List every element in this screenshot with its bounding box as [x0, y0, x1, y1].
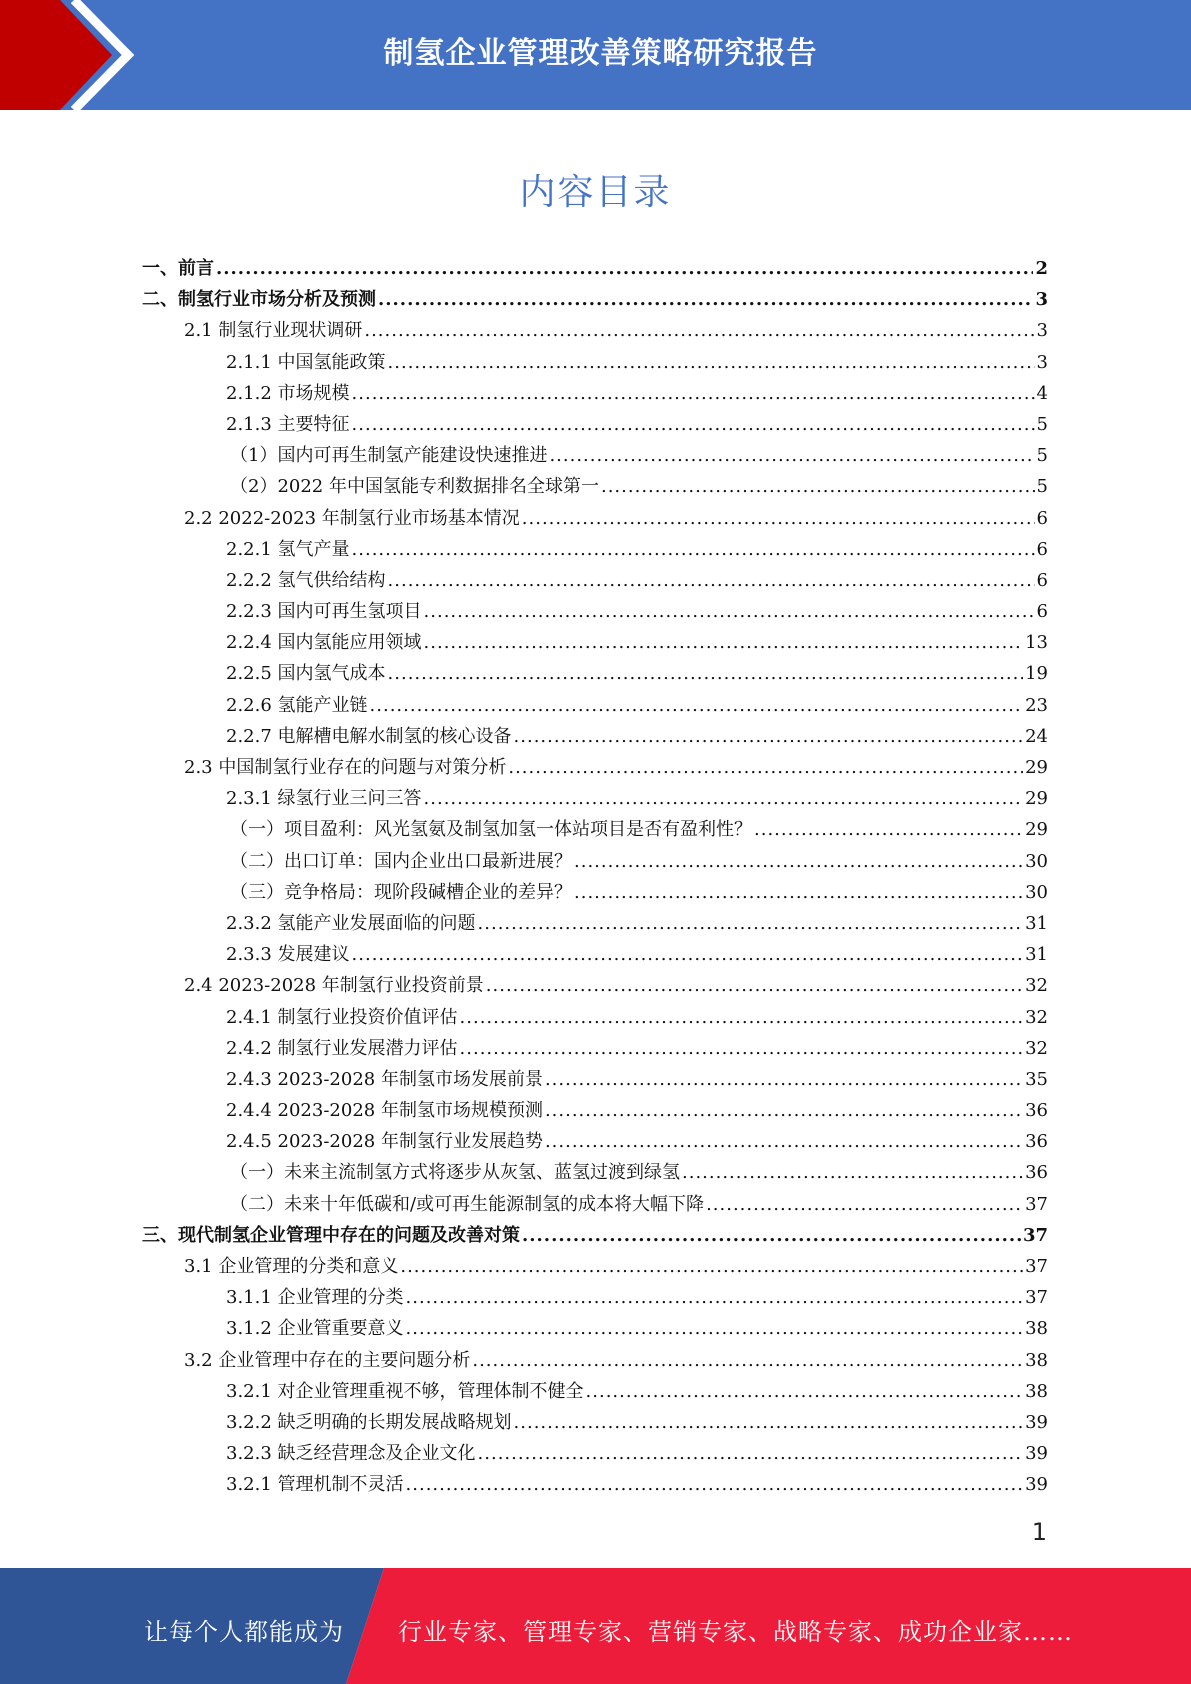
toc-entry-title: 3.2 企业管理中存在的主要问题分析 [184, 1349, 471, 1371]
toc-entry-title: 2.2.3 国内可再生氢项目 [226, 601, 422, 623]
toc-entry-title: 2.4.2 制氢行业发展潜力评估 [226, 1037, 458, 1059]
toc-leader-dots [216, 258, 1033, 279]
toc-entry[interactable] [142, 441, 1048, 472]
toc-leader-dots [545, 1069, 1023, 1090]
toc-entry-title: （2）2022 年中国氢能专利数据排名全球第一 [230, 476, 599, 498]
toc-entry[interactable] [142, 940, 1048, 971]
toc-entry[interactable] [142, 1470, 1048, 1501]
toc-leader-dots [460, 1038, 1024, 1059]
page-footer [0, 1568, 1191, 1684]
toc-leader-dots [486, 975, 1023, 996]
toc-entry-title: 3.1 企业管理的分类和意义 [184, 1256, 399, 1277]
toc-entry[interactable] [142, 878, 1048, 909]
toc-entry[interactable] [142, 722, 1048, 753]
toc-entry-title: 2.2.2 氢气供给结构 [226, 569, 386, 591]
toc-leader-dots [472, 1350, 1023, 1371]
toc-leader-dots [378, 289, 1033, 310]
toc-leader-dots [514, 726, 1024, 747]
toc-entry-title: 3.2.2 缺乏明确的长期发展战略规划 [226, 1411, 512, 1433]
toc-entry[interactable] [142, 784, 1048, 815]
toc-entry[interactable] [142, 691, 1048, 722]
toc-entry[interactable] [142, 1158, 1048, 1189]
toc-entry-page: 36 [1025, 1131, 1048, 1153]
toc-leader-dots [364, 320, 1034, 341]
toc-entry-page: 38 [1025, 1380, 1048, 1402]
toc-entry-page: 37 [1025, 1256, 1048, 1277]
toc-leader-dots [352, 383, 1035, 404]
page-number: 1 [1031, 1518, 1047, 1546]
toc-entry-page: 32 [1025, 1006, 1048, 1028]
toc-leader-dots [478, 1443, 1024, 1464]
toc-leader-dots [754, 819, 1023, 840]
toc-entry-page: 5 [1036, 445, 1048, 467]
toc-leader-dots [574, 851, 1023, 872]
toc-entry-title: 三、现代制氢企业管理中存在的问题及改善对策 [142, 1224, 520, 1246]
page-header [0, 0, 1191, 110]
toc-entry-page: 39 [1025, 1411, 1048, 1433]
toc-entry-title: 2.1.1 中国氢能政策 [226, 351, 386, 373]
toc-entry-title: 2.1.2 市场规模 [226, 382, 350, 404]
toc-entry[interactable] [142, 316, 1048, 347]
toc-entry[interactable] [142, 1408, 1048, 1439]
toc-entry-page: 6 [1036, 601, 1048, 623]
toc-leader-dots [406, 1318, 1024, 1339]
toc-entry-title: 2.4.1 制氢行业投资价值评估 [226, 1006, 458, 1028]
footer-slogan-left: 让每个人都能成为 [144, 1618, 344, 1646]
toc-entry-title: 2.4 2023-2028 年制氢行业投资前景 [184, 975, 484, 997]
toc-entry-title: 2.3.3 发展建议 [226, 944, 350, 966]
toc-entry-page: 2 [1035, 258, 1048, 279]
toc-entry-title: 2.4.3 2023-2028 年制氢市场发展前景 [226, 1068, 543, 1090]
toc-entry-title: 3.1.2 企业管重要意义 [226, 1318, 404, 1340]
toc-entry[interactable] [142, 1065, 1048, 1096]
toc-leader-dots [388, 570, 1035, 591]
toc-entry-title: 2.2.6 氢能产业链 [226, 694, 368, 716]
toc-leader-dots [460, 1007, 1024, 1028]
toc-entry-page: 24 [1025, 725, 1048, 747]
toc-leader-dots [424, 601, 1035, 622]
toc-entry-page: 37 [1025, 1193, 1048, 1215]
toc-entry-page: 35 [1025, 1068, 1048, 1090]
toc-leader-dots [478, 913, 1024, 934]
toc-entry[interactable] [142, 753, 1048, 784]
toc-entry-page: 23 [1025, 694, 1048, 716]
toc-entry[interactable] [142, 1127, 1048, 1158]
toc-leader-dots [574, 882, 1023, 903]
toc-leader-dots [508, 757, 1023, 778]
toc-leader-dots [706, 1194, 1023, 1215]
toc-entry-page: 6 [1036, 569, 1048, 591]
toc-entry-page: 3 [1036, 320, 1048, 342]
toc-entry[interactable] [142, 535, 1048, 566]
toc-entry-title: 2.2.1 氢气产量 [226, 538, 350, 560]
toc-entry-title: 2.4.4 2023-2028 年制氢市场规模预测 [226, 1100, 543, 1122]
toc-entry-page: 6 [1036, 538, 1048, 560]
toc-entry[interactable] [142, 254, 1048, 285]
toc-entry[interactable] [142, 1439, 1048, 1470]
report-title: 制氢企业管理改善策略研究报告 [383, 36, 818, 71]
toc-entry-page: 32 [1025, 975, 1048, 997]
toc-entry[interactable] [142, 815, 1048, 846]
toc-entry-page: 32 [1025, 1037, 1048, 1059]
toc-leader-dots [370, 695, 1024, 716]
toc-entry[interactable] [142, 1190, 1048, 1221]
toc-entry[interactable] [142, 1034, 1048, 1065]
toc-leader-dots [682, 1162, 1023, 1183]
toc-entry[interactable] [142, 971, 1048, 1002]
toc-entry-page: 39 [1025, 1474, 1048, 1496]
toc-entry[interactable] [142, 1314, 1048, 1345]
toc-leader-dots [388, 663, 1024, 684]
toc-entry-title: 2.3 中国制氢行业存在的问题与对策分析 [184, 757, 507, 778]
toc-entry-page: 3 [1036, 351, 1048, 373]
toc-entry[interactable] [142, 597, 1048, 628]
toc-entry-title: 2.3.1 绿氢行业三问三答 [226, 788, 422, 810]
toc-entry[interactable] [142, 1283, 1048, 1314]
toc-entry-page: 36 [1025, 1100, 1048, 1122]
toc-entry-title: 二、制氢行业市场分析及预测 [142, 289, 376, 311]
toc-entry-page: 5 [1036, 476, 1048, 498]
toc-entry-page: 29 [1025, 788, 1048, 810]
toc-entry[interactable] [142, 1252, 1048, 1283]
toc-entry[interactable] [142, 659, 1048, 690]
toc-leader-dots [424, 632, 1024, 653]
toc-entry-page: 4 [1036, 382, 1048, 404]
toc-entry[interactable] [142, 1096, 1048, 1127]
toc-entry-title: 3.2.1 管理机制不灵活 [226, 1474, 404, 1496]
toc-entry[interactable] [142, 410, 1048, 441]
toc-entry[interactable] [142, 847, 1048, 878]
toc-entry[interactable] [142, 1221, 1048, 1252]
toc-entry-title: 一、前言 [142, 258, 214, 279]
toc-entry-title: （二）未来十年低碳和/或可再生能源制氢的成本将大幅下降 [230, 1193, 705, 1215]
toc-entry-page: 31 [1025, 912, 1048, 934]
toc-entry-page: 6 [1036, 507, 1048, 529]
toc-entry-page: 38 [1025, 1349, 1048, 1371]
toc-entry[interactable] [142, 348, 1048, 379]
toc-leader-dots [586, 1381, 1024, 1402]
toc-entry-title: 2.3.2 氢能产业发展面临的问题 [226, 912, 476, 934]
toc-entry-page: 19 [1025, 663, 1048, 685]
toc-entry-title: 2.4.5 2023-2028 年制氢行业发展趋势 [226, 1131, 543, 1153]
toc-entry-page: 36 [1025, 1162, 1048, 1184]
toc-entry-page: 39 [1025, 1443, 1048, 1465]
toc-entry-title: （三）竞争格局：现阶段碱槽企业的差异？ [230, 881, 572, 903]
toc-entry[interactable] [142, 504, 1048, 535]
toc-leader-dots [352, 944, 1024, 965]
toc-entry[interactable] [142, 379, 1048, 410]
toc-entry-page: 30 [1025, 881, 1048, 903]
toc-leader-dots [549, 445, 1034, 466]
toc-title: 内容目录 [519, 172, 672, 213]
toc-entry-page: 37 [1022, 1224, 1048, 1246]
toc-leader-dots [424, 788, 1024, 809]
toc-entry-page: 29 [1025, 757, 1048, 778]
toc-entry-title: 2.2.4 国内氢能应用领域 [226, 632, 422, 654]
toc-entry-title: 2.1.3 主要特征 [226, 413, 350, 435]
toc-entry-title: 3.1.1 企业管理的分类 [226, 1287, 404, 1309]
toc-entry[interactable] [142, 566, 1048, 597]
toc-entry-page: 37 [1025, 1287, 1048, 1309]
toc-leader-dots [601, 476, 1035, 497]
toc-entry[interactable] [142, 909, 1048, 940]
toc-entry-page: 31 [1025, 944, 1048, 966]
toc-entry-title: （1）国内可再生制氢产能建设快速推进 [230, 445, 548, 467]
toc-leader-dots [388, 352, 1035, 373]
toc-leader-dots [352, 414, 1035, 435]
toc-entry-page: 38 [1025, 1318, 1048, 1340]
toc-entry-title: （一）项目盈利：风光氢氨及制氢加氢一体站项目是否有盈利性？ [230, 819, 752, 841]
toc-leader-dots [545, 1131, 1023, 1152]
toc-entry-page: 30 [1025, 850, 1048, 872]
toc-leader-dots [400, 1256, 1023, 1277]
toc-entry-title: 2.2.5 国内氢气成本 [226, 663, 386, 685]
toc-entry-title: 3.2.3 缺乏经营理念及企业文化 [226, 1443, 476, 1465]
toc-entry-title: 3.2.1 对企业管理重视不够，管理体制不健全 [226, 1380, 584, 1402]
toc-entry[interactable] [142, 1377, 1048, 1408]
toc-entry-page: 5 [1036, 413, 1048, 435]
toc-entry-title: 2.1 制氢行业现状调研 [184, 320, 363, 342]
toc-leader-dots [514, 1412, 1024, 1433]
toc-entry-page: 3 [1035, 289, 1048, 311]
table-of-contents [142, 254, 1048, 1502]
toc-entry-title: （一）未来主流制氢方式将逐步从灰氢、蓝氢过渡到绿氢 [230, 1162, 680, 1184]
toc-entry[interactable] [142, 628, 1048, 659]
toc-entry[interactable] [142, 1346, 1048, 1377]
toc-leader-dots [545, 1100, 1023, 1121]
toc-leader-dots [406, 1474, 1024, 1495]
toc-leader-dots [406, 1287, 1024, 1308]
toc-entry-title: 2.2.7 电解槽电解水制氢的核心设备 [226, 725, 512, 747]
toc-entry-page: 29 [1025, 819, 1048, 841]
toc-entry[interactable] [142, 1003, 1048, 1034]
toc-entry-title: （二）出口订单：国内企业出口最新进展？ [230, 850, 572, 872]
toc-leader-dots [522, 508, 1035, 529]
toc-entry[interactable] [142, 472, 1048, 503]
toc-leader-dots [522, 1225, 1021, 1246]
toc-entry-page: 13 [1025, 632, 1048, 654]
toc-entry[interactable] [142, 285, 1048, 316]
footer-slogan-right: 行业专家、管理专家、营销专家、战略专家、成功企业家…… [398, 1618, 1073, 1646]
toc-entry-title: 2.2 2022-2023 年制氢行业市场基本情况 [184, 507, 520, 529]
toc-leader-dots [352, 539, 1035, 560]
